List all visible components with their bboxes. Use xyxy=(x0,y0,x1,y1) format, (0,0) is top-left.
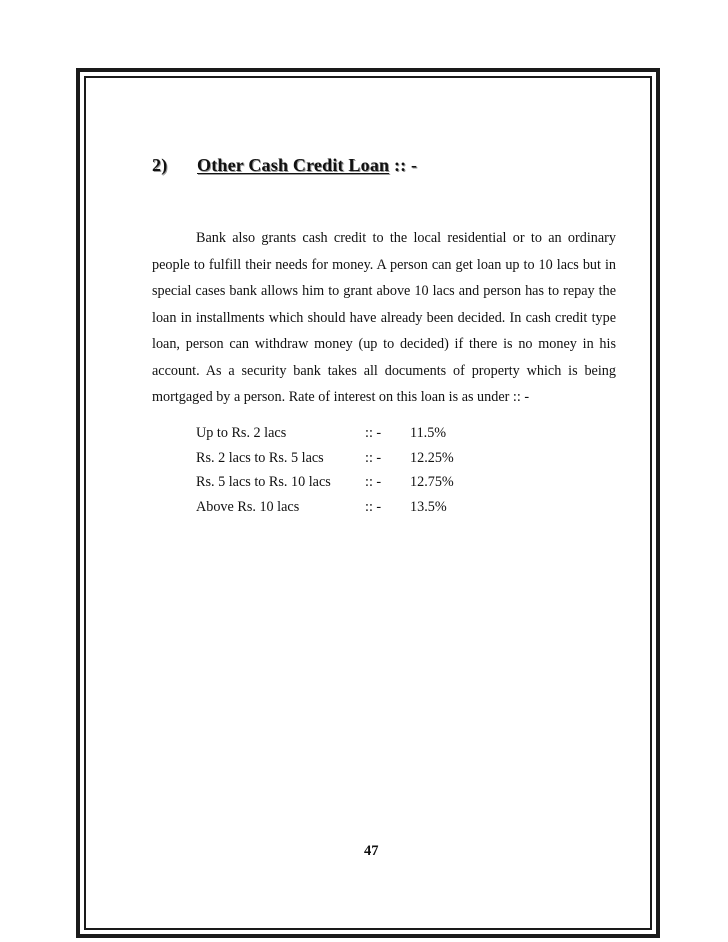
rate-range: Rs. 2 lacs to Rs. 5 lacs xyxy=(196,449,324,466)
rate-separator: :: - xyxy=(365,474,382,491)
section-number: 2) xyxy=(152,155,168,175)
paragraph-line: loan, person can withdraw money (up to decided) if there is no money in his xyxy=(152,336,616,352)
rate-value: 12.75% xyxy=(410,474,454,491)
rate-value: 13.5% xyxy=(410,499,447,516)
section-title: Other Cash Credit Loan xyxy=(197,155,390,175)
section-title-suffix: :: - xyxy=(389,155,418,175)
section-heading xyxy=(152,155,417,176)
page-number: 47 xyxy=(364,843,379,859)
paragraph-line: Bank also grants cash credit to the local residential or to an ordinary xyxy=(196,230,616,246)
rate-separator: :: - xyxy=(365,449,382,466)
body-paragraph xyxy=(152,225,616,411)
paragraph-line: mortgaged by a person. Rate of interest on this loan is as under :: - xyxy=(152,389,530,405)
rate-separator: :: - xyxy=(365,425,382,441)
rate-value: 11.5% xyxy=(410,425,447,441)
paragraph-line: loan in installments which should have already been decided. In cash credit type xyxy=(152,309,616,326)
rate-value: 12.25% xyxy=(410,449,454,466)
paragraph-line: special cases bank allows him to grant above 10 lacs and person has to repay the xyxy=(152,283,616,299)
rate-range: Up to Rs. 2 lacs xyxy=(196,425,287,441)
rate-range: Above Rs. 10 lacs xyxy=(196,499,300,516)
rate-separator: :: - xyxy=(365,499,382,516)
paragraph-line: account. As a security bank takes all documents of property which is being xyxy=(152,362,616,379)
rate-range: Rs. 5 lacs to Rs. 10 lacs xyxy=(196,474,331,491)
paragraph-line: people to fulfill their needs for money. A person can get loan up to 10 lacs but in xyxy=(152,256,616,273)
